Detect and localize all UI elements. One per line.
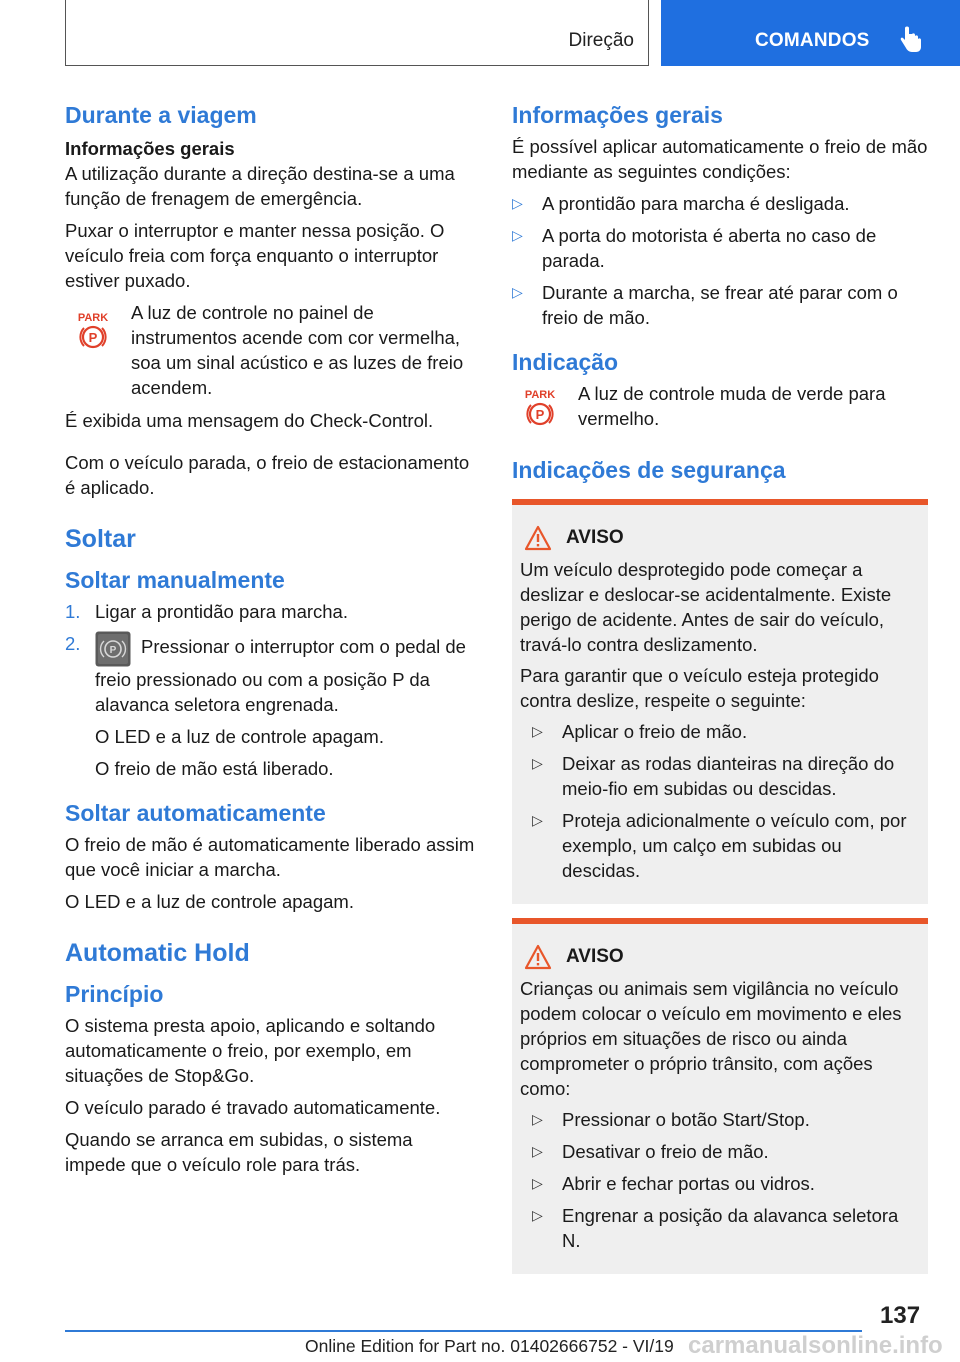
indicator-description: A luz de controle no painel de instrumentos acende com cor vermelha, soa um sinal acústico e as luzes de freio acendem. <box>131 302 464 398</box>
list-item: ▷ Durante a marcha, se frear até parar com o freio de mão. <box>512 282 898 328</box>
list-item: ▷ Aplicar o freio de mão. <box>532 721 748 742</box>
list-item: ▷ Abrir e fechar portas ou vidros. <box>532 1173 815 1194</box>
warning-text: Um veículo desprotegido pode começar a deslizar e deslocar-se acidentalmente. Existe perigo de acidente. Antes de sair do veículo, travá-lo contra deslizamento. <box>520 559 892 655</box>
bullet-icon: ▷ <box>532 1175 543 1191</box>
conditions-list <box>512 191 928 330</box>
warning-box <box>512 918 928 1274</box>
svg-text:P: P <box>88 330 98 345</box>
steps-list <box>65 599 478 717</box>
paragraph: A utilização durante a direção destina-se a uma função de frenagem de emergência. <box>65 163 455 209</box>
right-column <box>512 100 928 1274</box>
bullet-icon: ▷ <box>532 1143 543 1159</box>
svg-text:P: P <box>535 407 545 422</box>
heading-soltar: Soltar <box>65 525 136 553</box>
heading-soltar-automaticamente: Soltar automaticamente <box>65 800 326 826</box>
warning-text: Crianças ou animais sem vigilância no veículo podem colocar o veículo em movimento e eles próprios em situações de risco ou ainda comprometer o próprio trânsito, com ações como: <box>520 978 902 1099</box>
list-item: ▷ A prontidão para marcha é desligada. <box>512 193 850 214</box>
paragraph: O LED e a luz de controle apagam. <box>95 726 384 747</box>
paragraph: Puxar o interruptor e manter nessa posição. O veículo freia com força enquanto o interruptor estiver puxado. <box>65 220 445 291</box>
park-brake-red-icon <box>75 310 111 350</box>
list-item: ▷ Proteja adicionalmente o veículo com, por exemplo, um calço em subidas ou descidas. <box>532 810 907 881</box>
header-chapter-title: COMANDOS <box>755 30 870 51</box>
list-item: ▷ A porta do motorista é aberta no caso de parada. <box>512 225 877 271</box>
header-section-title: Direção <box>568 30 634 51</box>
bullet-icon: ▷ <box>512 227 523 243</box>
paragraph: Quando se arranca em subidas, o sistema impede que o veículo role para trás. <box>65 1129 413 1175</box>
list-item: ▷ Pressionar o botão Start/Stop. <box>532 1109 810 1130</box>
heading-durante-a-viagem: Durante a viagem <box>65 102 257 128</box>
bullet-icon: ▷ <box>512 284 523 300</box>
parking-brake-switch-icon <box>95 631 131 667</box>
paragraph: O freio de mão está liberado. <box>95 758 334 779</box>
footer-edition: Online Edition for Part no. 01402666752 - VI/19 <box>305 1336 674 1356</box>
list-item: ▷ Deixar as rodas dianteiras na direção do meio-fio em subidas ou descidas. <box>532 753 895 799</box>
bullet-icon: ▷ <box>532 1111 543 1127</box>
indicator-note <box>512 381 928 431</box>
warning-list <box>520 1107 920 1253</box>
bullet-icon: ▷ <box>512 195 523 211</box>
warning-list <box>520 719 920 883</box>
park-brake-red-icon <box>522 387 558 427</box>
svg-text:P: P <box>109 645 117 656</box>
paragraph: O veículo parado é travado automaticamente. <box>65 1097 441 1118</box>
warning-title: AVISO <box>520 944 920 970</box>
paragraph: O freio de mão é automaticamente liberado assim que você iniciar a marcha. <box>65 834 475 880</box>
warning-title: AVISO <box>520 525 920 551</box>
bullet-icon: ▷ <box>532 723 543 739</box>
heading-indicacoes-de-seguranca: Indicações de segurança <box>512 457 786 483</box>
paragraph: É possível aplicar automaticamente o freio de mão mediante as seguintes condições: <box>512 136 928 182</box>
list-item: ▷ Desativar o freio de mão. <box>532 1141 769 1162</box>
list-item: 2. P Pressionar o interruptor com o pedal de freio pressionado ou com a posição P da alavanca seletora engrenada. <box>65 633 466 715</box>
paragraph: O sistema presta apoio, aplicando e soltando automaticamente o freio, por exemplo, em situações de Stop&Go. <box>65 1015 436 1086</box>
bullet-icon: ▷ <box>532 1207 543 1223</box>
svg-text:PARK: PARK <box>524 389 556 401</box>
paragraph: Com o veículo parada, o freio de estacionamento é aplicado. <box>65 452 470 498</box>
list-item: ▷ Engrenar a posição da alavanca seletora N. <box>532 1205 899 1251</box>
heading-principio: Princípio <box>65 981 164 1007</box>
warning-triangle-icon <box>524 944 552 970</box>
warning-box <box>512 499 928 904</box>
left-column <box>65 100 478 1184</box>
heading-informacoes-gerais: Informações gerais <box>512 102 723 128</box>
bullet-icon: ▷ <box>532 812 543 828</box>
bullet-icon: ▷ <box>532 755 543 771</box>
indicator-note <box>65 300 478 400</box>
paragraph: O LED e a luz de controle apagam. <box>65 891 354 912</box>
pointing-hand-icon <box>899 26 923 54</box>
subheading-informacoes-gerais: Informações gerais <box>65 138 235 159</box>
heading-soltar-manualmente: Soltar manualmente <box>65 567 285 593</box>
header-section-tab <box>65 0 649 66</box>
warning-text: Para garantir que o veículo esteja protegido contra deslize, respeite o seguinte: <box>520 665 879 711</box>
warning-triangle-icon <box>524 525 552 551</box>
header-chapter-tab <box>661 0 960 66</box>
watermark: carmanualsonline.info <box>688 1332 943 1359</box>
indicator-description: A luz de controle muda de verde para vermelho. <box>578 383 886 429</box>
heading-automatic-hold: Automatic Hold <box>65 939 250 967</box>
paragraph: É exibida uma mensagem do Check-Control. <box>65 410 434 431</box>
list-item: 1. Ligar a prontidão para marcha. <box>65 601 348 622</box>
page-number: 137 <box>880 1302 921 1329</box>
heading-indicacao: Indicação <box>512 349 619 375</box>
svg-text:PARK: PARK <box>77 312 109 324</box>
